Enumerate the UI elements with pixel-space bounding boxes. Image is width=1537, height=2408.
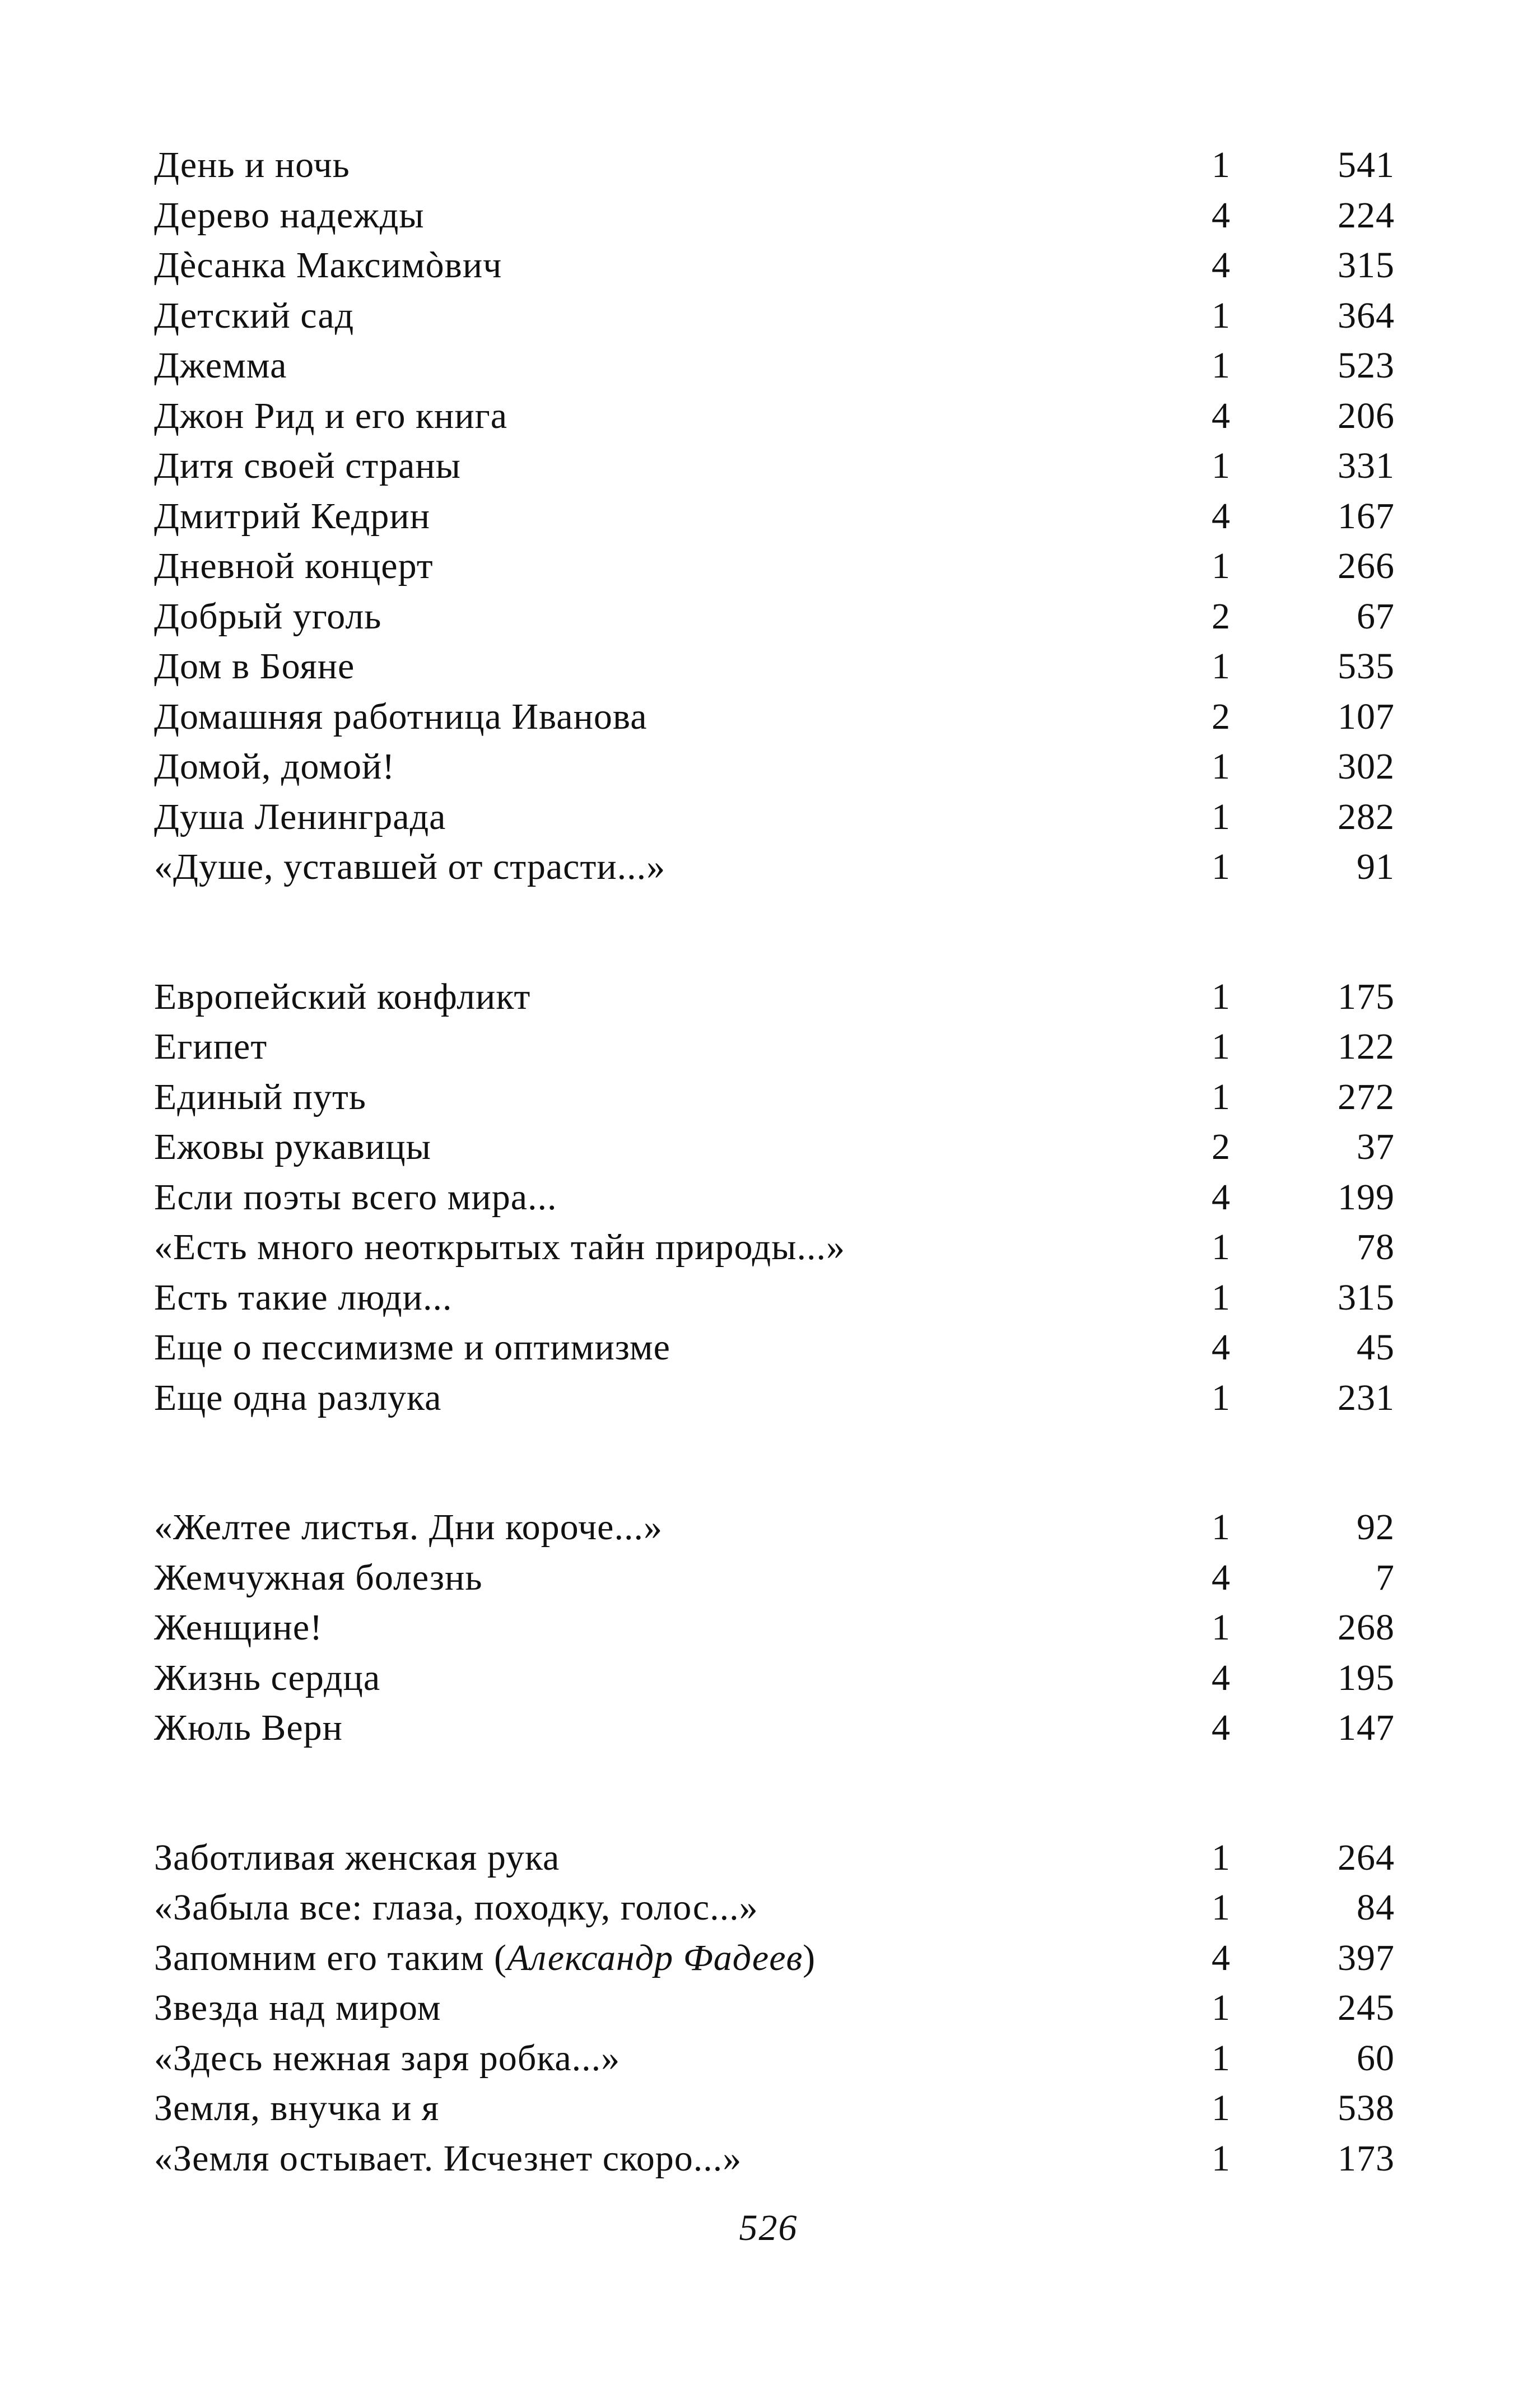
page-number: 526 [739,2207,798,2248]
entry-title-text: Жюль Верн [154,1707,343,1748]
entry-page: 199 [1338,1176,1395,1218]
entry-title-text: «Забыла все: глаза, походку, голос...» [154,1887,758,1928]
entry-title [154,742,395,792]
index-row [154,1603,1395,1653]
index-row [154,1022,1395,1072]
entry-title-text: Единый путь [154,1076,366,1117]
entry-volume: 1 [1212,2037,1231,2079]
index-row [154,1553,1395,1603]
entry-title [154,1122,431,1172]
entry-page: 315 [1338,1277,1395,1318]
entry-title [154,1603,323,1653]
index-row [154,491,1395,542]
entry-page: 364 [1338,295,1395,336]
index-row [154,541,1395,591]
entry-title [154,441,461,491]
entry-title [154,140,350,190]
index-section [154,140,1395,892]
entry-title-text: Домашняя работница Иванова [154,696,648,737]
entry-volume: 1 [1212,746,1231,787]
entry-title [154,1553,482,1603]
entry-volume: 1 [1212,1507,1231,1548]
entry-title [154,1273,452,1323]
index-section [154,1502,1395,1753]
entry-title [154,1172,557,1223]
entry-title-text: Запомним его таким [154,1937,485,1978]
entry-title-text: Есть такие люди... [154,1277,453,1318]
index-row [154,441,1395,491]
entry-title-text: День и ночь [154,145,350,185]
entry-title [154,1373,441,1423]
index-section [154,972,1395,1423]
entry-title [154,240,502,291]
index-row [154,1072,1395,1123]
entry-page: 206 [1338,395,1395,436]
entry-volume: 1 [1212,2088,1231,2128]
index-section [154,1833,1395,2184]
entry-volume: 1 [1212,1227,1231,1268]
entry-title [154,591,381,642]
index-row [154,1273,1395,1323]
index-row [154,1933,1395,1983]
index-list [154,140,1395,2183]
entry-page: 37 [1357,1126,1395,1167]
entry-volume: 2 [1212,696,1231,737]
entry-page: 195 [1338,1657,1395,1698]
index-row [154,1172,1395,1223]
entry-page: 523 [1338,345,1395,386]
entry-volume: 4 [1212,1327,1231,1368]
entry-volume: 4 [1212,395,1231,436]
entry-title-text: Дитя своей страны [154,445,461,486]
entry-volume: 1 [1212,846,1231,887]
index-row [154,2083,1395,2134]
entry-page: 122 [1338,1026,1395,1067]
entry-page: 60 [1357,2037,1395,2079]
entry-title-text: Жизнь сердца [154,1657,381,1698]
entry-page: 272 [1338,1076,1395,1117]
entry-title-text: Заботливая женская рука [154,1837,560,1878]
entry-title-text: Дерево надежды [154,194,425,236]
entry-page: 7 [1376,1557,1395,1598]
entry-page: 231 [1338,1377,1395,1418]
entry-title-text: «Земля остывает. Исчезнет скоро...» [154,2137,742,2179]
index-row [154,591,1395,642]
entry-title-text: Дневной концерт [154,546,434,586]
index-row [154,792,1395,842]
index-row [154,1703,1395,1753]
entry-volume: 1 [1212,295,1231,336]
entry-page: 535 [1338,646,1395,687]
entry-title [154,2083,439,2134]
entry-page: 282 [1338,796,1395,837]
entry-title-text: Джон Рид и его книга [154,395,508,436]
entry-page: 397 [1338,1937,1395,1978]
entry-volume: 1 [1212,445,1231,486]
index-row [154,1883,1395,1933]
entry-page: 84 [1357,1887,1395,1928]
entry-title-text: Еще о пессимизме и оптимизме [154,1327,670,1368]
entry-title-text: Земля, внучка и я [154,2088,440,2128]
entry-title [154,641,355,692]
entry-title-text: Детский сад [154,295,355,336]
entry-volume: 4 [1212,1657,1231,1698]
entry-volume: 4 [1212,245,1231,286]
entry-title-text: «Есть много неоткрытых тайн природы...» [154,1227,845,1268]
entry-volume: 4 [1212,1176,1231,1218]
entry-title [154,1322,670,1373]
entry-page: 315 [1338,245,1395,286]
index-row [154,291,1395,341]
entry-title-text: Душа Ленинграда [154,796,446,837]
entry-volume: 2 [1212,595,1231,637]
entry-page: 175 [1338,976,1395,1017]
entry-title [154,1983,441,2033]
entry-page: 331 [1338,445,1395,486]
entry-page: 107 [1338,696,1395,737]
entry-volume: 1 [1212,1887,1231,1928]
entry-title [154,341,287,391]
entry-title [154,1222,845,1273]
entry-page: 167 [1338,495,1395,537]
entry-title: Запомним его таким (Александр Фадеев) [154,1937,816,1978]
entry-title [154,491,430,542]
entry-page: 541 [1338,145,1395,185]
entry-title [154,190,425,241]
entry-page: 45 [1357,1327,1395,1368]
entry-title-text: Звезда над миром [154,1987,441,2028]
entry-page: 224 [1338,194,1395,236]
entry-title [154,541,434,591]
index-row [154,2033,1395,2084]
entry-page: 91 [1357,846,1395,887]
entry-title [154,1072,366,1123]
entry-title-text: Женщине! [154,1607,323,1648]
entry-title-text: Джемма [154,345,287,386]
entry-title [154,291,354,341]
entry-volume: 1 [1212,646,1231,687]
entry-title [154,1653,380,1703]
index-row [154,842,1395,892]
entry-title-note: Александр Фадеев [507,1937,803,1978]
index-row [154,742,1395,792]
index-row [154,240,1395,291]
entry-volume: 1 [1212,145,1231,185]
index-row [154,1653,1395,1703]
entry-title-text: Жемчужная болезнь [154,1557,483,1598]
entry-volume: 4 [1212,1937,1231,1978]
entry-title-text: Домой, домой! [154,746,395,787]
index-row [154,692,1395,742]
entry-volume: 1 [1212,1076,1231,1117]
entry-page: 173 [1338,2137,1395,2179]
index-row [154,641,1395,692]
entry-title-text: Дом в Бояне [154,646,355,687]
entry-title [154,2134,742,2184]
entry-page: 147 [1338,1707,1395,1748]
index-row [154,1122,1395,1172]
entry-title [154,1703,343,1753]
index-row [154,391,1395,441]
entry-volume: 4 [1212,495,1231,537]
entry-volume: 1 [1212,796,1231,837]
index-row [154,972,1395,1022]
entry-volume: 4 [1212,1557,1231,1598]
entry-title-text: Дмитрий Кедрин [154,495,431,537]
entry-volume: 1 [1212,1607,1231,1648]
entry-title-text: Дѐсанка Максимòвич [154,245,502,286]
entry-page: 266 [1338,546,1395,586]
entry-page: 78 [1357,1227,1395,1268]
entry-volume: 1 [1212,1837,1231,1878]
entry-title-text: «Желтее листья. Дни короче...» [154,1507,663,1548]
entry-volume: 1 [1212,1987,1231,2028]
entry-volume: 1 [1212,1277,1231,1318]
entry-title-text: «Душе, уставшей от страсти...» [154,846,666,887]
entry-volume: 1 [1212,345,1231,386]
entry-title [154,391,507,441]
entry-volume: 2 [1212,1126,1231,1167]
entry-volume: 4 [1212,1707,1231,1748]
entry-title-text: Если поэты всего мира... [154,1176,557,1218]
entry-title-text: Еще одна разлука [154,1377,442,1418]
index-row [154,341,1395,391]
entry-volume: 4 [1212,194,1231,236]
entry-volume: 1 [1212,976,1231,1017]
entry-page: 302 [1338,746,1395,787]
entry-title-text: Ежовы рукавицы [154,1126,431,1167]
entry-title [154,692,648,742]
index-row [154,1502,1395,1553]
index-row [154,1833,1395,1883]
entry-title-text: Египет [154,1026,268,1067]
entry-volume: 1 [1212,546,1231,586]
entry-title [154,792,446,842]
entry-volume: 1 [1212,2137,1231,2179]
entry-volume: 1 [1212,1377,1231,1418]
index-row [154,1322,1395,1373]
entry-title [154,1883,758,1933]
index-row [154,2134,1395,2184]
entry-title [154,2033,620,2084]
entry-page: 67 [1357,595,1395,637]
entry-title-text: «Здесь нежная заря робка...» [154,2037,621,2079]
entry-title [154,1833,560,1883]
index-row [154,1983,1395,2033]
index-row [154,140,1395,190]
entry-volume: 1 [1212,1026,1231,1067]
entry-page: 92 [1357,1507,1395,1548]
entry-title [154,1502,663,1553]
entry-title [154,1022,267,1072]
index-row [154,190,1395,241]
index-row [154,1373,1395,1423]
entry-title-text: Добрый уголь [154,595,382,637]
entry-title-text: Европейский конфликт [154,976,531,1017]
entry-title [154,842,665,892]
entry-page: 538 [1338,2088,1395,2128]
entry-page: 245 [1338,1987,1395,2028]
index-row [154,1222,1395,1273]
entry-page: 268 [1338,1607,1395,1648]
entry-page: 264 [1338,1837,1395,1878]
entry-title [154,972,530,1022]
